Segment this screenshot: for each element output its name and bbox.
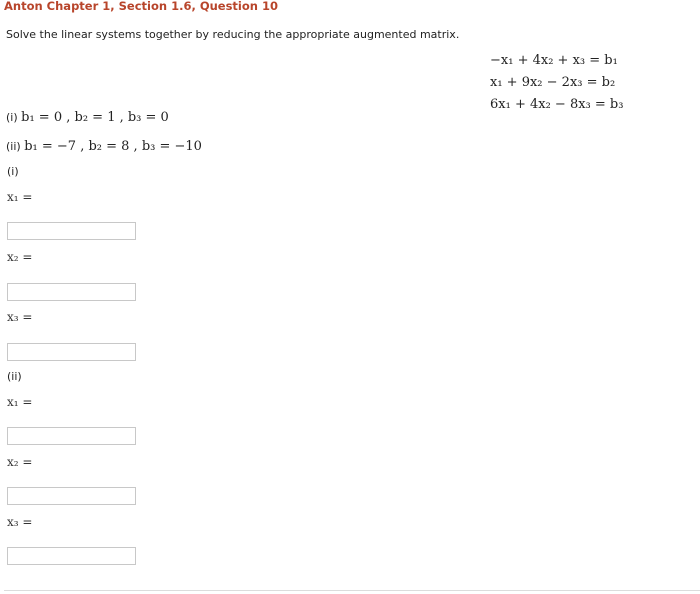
part-i-x1-input[interactable] — [7, 222, 136, 240]
part-i-x3-input[interactable] — [7, 343, 136, 361]
equation-system — [490, 50, 623, 116]
equation-1: −x₁ + 4x₂ + x₃ = b₁ — [490, 53, 618, 68]
instruction-text: Solve the linear systems together by reducing the appropriate augmented matrix. — [6, 28, 460, 41]
part-i-x3-label: x₃ = — [7, 310, 33, 324]
part-ii-label: (ii) — [7, 370, 22, 383]
part-ii-x3-input[interactable] — [7, 547, 136, 565]
part-ii-x2-input[interactable] — [7, 487, 136, 505]
equation-3: 6x₁ + 4x₂ − 8x₃ = b₃ — [490, 97, 624, 112]
case-i-label: (i) — [6, 111, 18, 124]
part-ii-x3-label: x₃ = — [7, 515, 33, 529]
part-ii-x2-label: x₂ = — [7, 455, 33, 469]
part-ii-x1-input[interactable] — [7, 427, 136, 445]
question-title: Anton Chapter 1, Section 1.6, Question 10 — [4, 0, 278, 13]
case-i — [6, 110, 169, 125]
part-ii-x1-label: x₁ = — [7, 395, 33, 409]
case-ii-values: b₁ = −7 , b₂ = 8 , b₃ = −10 — [24, 139, 202, 154]
case-ii — [6, 139, 202, 154]
page-divider — [4, 590, 700, 591]
part-i-x1-label: x₁ = — [7, 190, 33, 204]
part-i-x2-label: x₂ = — [7, 250, 33, 264]
equation-2: x₁ + 9x₂ − 2x₃ = b₂ — [490, 75, 616, 90]
case-ii-label: (ii) — [6, 140, 21, 153]
case-i-values: b₁ = 0 , b₂ = 1 , b₃ = 0 — [21, 110, 169, 125]
part-i-x2-input[interactable] — [7, 283, 136, 301]
part-i-label: (i) — [7, 165, 19, 178]
